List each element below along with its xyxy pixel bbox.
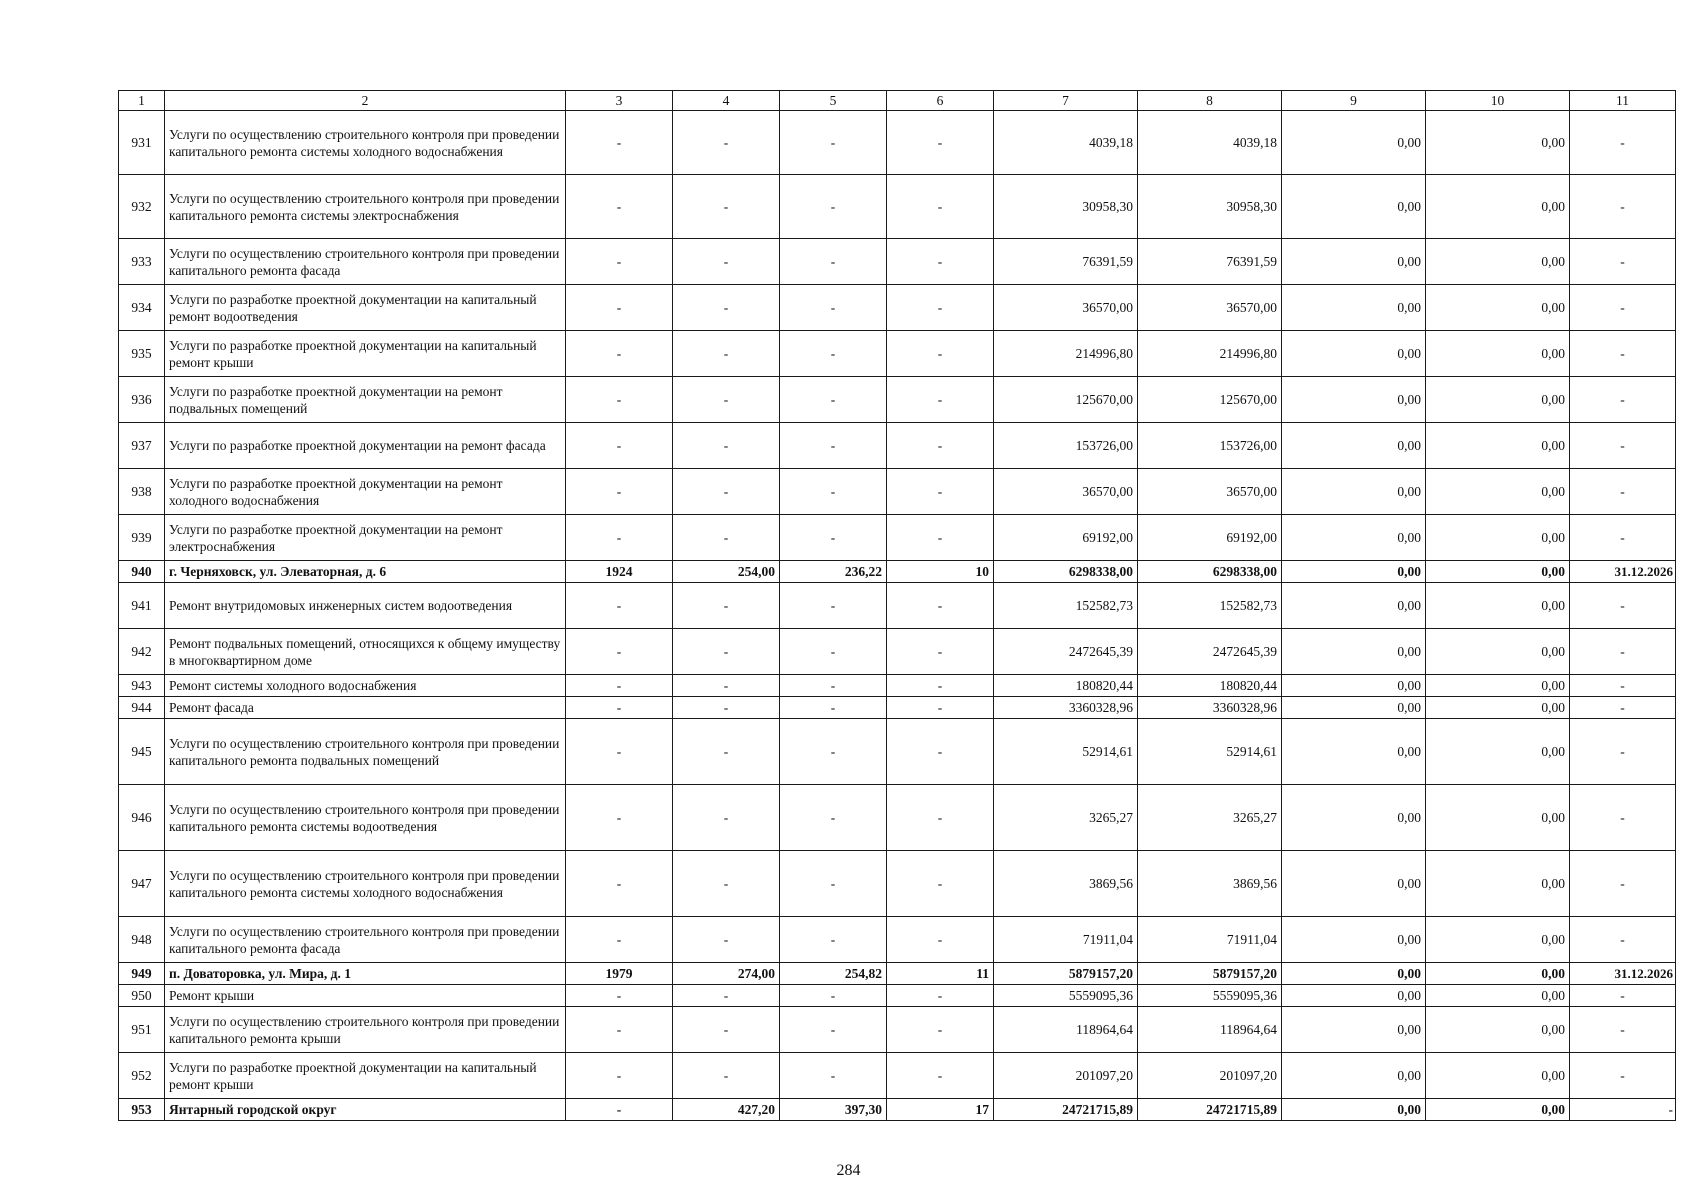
living-area-cell: 254,82 xyxy=(780,963,887,985)
fund-cell: 3265,27 xyxy=(1138,785,1282,851)
other-funds-cell: 0,00 xyxy=(1426,629,1570,675)
row-name-cell: Услуги по осуществлению строительного контроля при проведении капитального ремонта фасада xyxy=(165,917,566,963)
area-cell: - xyxy=(673,785,780,851)
cost-cell: 36570,00 xyxy=(994,285,1138,331)
living-area-cell: - xyxy=(780,423,887,469)
area-cell: 427,20 xyxy=(673,1099,780,1121)
row-number-cell: 938 xyxy=(119,469,165,515)
row-name-cell: Услуги по осуществлению строительного контроля при проведении капитального ремонта крыши xyxy=(165,1007,566,1053)
other-funds-cell: 0,00 xyxy=(1426,285,1570,331)
year-cell: - xyxy=(566,719,673,785)
living-area-cell: - xyxy=(780,675,887,697)
budget-cell: 0,00 xyxy=(1282,917,1426,963)
row-name-cell: Ремонт подвальных помещений, относящихся к общему имуществу в многоквартирном доме xyxy=(165,629,566,675)
header-cell: 5 xyxy=(780,91,887,111)
other-funds-cell: 0,00 xyxy=(1426,1053,1570,1099)
residents-cell: - xyxy=(887,111,994,175)
row-number-cell: 951 xyxy=(119,1007,165,1053)
fund-cell: 153726,00 xyxy=(1138,423,1282,469)
row-number-cell: 934 xyxy=(119,285,165,331)
header-cell: 8 xyxy=(1138,91,1282,111)
row-name-cell: Ремонт крыши xyxy=(165,985,566,1007)
cost-cell: 6298338,00 xyxy=(994,561,1138,583)
living-area-cell: - xyxy=(780,239,887,285)
other-funds-cell: 0,00 xyxy=(1426,239,1570,285)
other-funds-cell: 0,00 xyxy=(1426,377,1570,423)
residents-cell: - xyxy=(887,423,994,469)
fund-cell: 36570,00 xyxy=(1138,285,1282,331)
row-name-cell: Ремонт фасада xyxy=(165,697,566,719)
year-cell: - xyxy=(566,1099,673,1121)
residents-cell: - xyxy=(887,583,994,629)
document-sheet xyxy=(118,90,1675,1121)
budget-cell: 0,00 xyxy=(1282,515,1426,561)
cost-cell: 5879157,20 xyxy=(994,963,1138,985)
year-cell: - xyxy=(566,175,673,239)
deadline-cell: - xyxy=(1570,377,1676,423)
header-cell: 4 xyxy=(673,91,780,111)
other-funds-cell: 0,00 xyxy=(1426,985,1570,1007)
year-cell: - xyxy=(566,785,673,851)
fund-cell: 30958,30 xyxy=(1138,175,1282,239)
row-name-cell: Янтарный городской округ xyxy=(165,1099,566,1121)
table-row xyxy=(119,285,1676,331)
area-cell: 274,00 xyxy=(673,963,780,985)
residents-cell: 11 xyxy=(887,963,994,985)
year-cell: - xyxy=(566,377,673,423)
budget-cell: 0,00 xyxy=(1282,239,1426,285)
row-name-cell: Услуги по осуществлению строительного контроля при проведении капитального ремонта системы холодного водоснабжения xyxy=(165,851,566,917)
fund-cell: 24721715,89 xyxy=(1138,1099,1282,1121)
residents-cell: - xyxy=(887,697,994,719)
other-funds-cell: 0,00 xyxy=(1426,675,1570,697)
table-row xyxy=(119,331,1676,377)
residents-cell: 10 xyxy=(887,561,994,583)
deadline-cell: - xyxy=(1570,697,1676,719)
header-cell: 10 xyxy=(1426,91,1570,111)
deadline-cell: - xyxy=(1570,1007,1676,1053)
deadline-cell: - xyxy=(1570,851,1676,917)
year-cell: - xyxy=(566,985,673,1007)
cost-cell: 3869,56 xyxy=(994,851,1138,917)
row-number-cell: 933 xyxy=(119,239,165,285)
fund-cell: 5879157,20 xyxy=(1138,963,1282,985)
living-area-cell: 397,30 xyxy=(780,1099,887,1121)
residents-cell: - xyxy=(887,719,994,785)
fund-cell: 125670,00 xyxy=(1138,377,1282,423)
row-number-cell: 932 xyxy=(119,175,165,239)
living-area-cell: - xyxy=(780,285,887,331)
budget-cell: 0,00 xyxy=(1282,851,1426,917)
deadline-cell: 31.12.2026 xyxy=(1570,561,1676,583)
residents-cell: - xyxy=(887,851,994,917)
year-cell: - xyxy=(566,239,673,285)
residents-cell: - xyxy=(887,917,994,963)
budget-cell: 0,00 xyxy=(1282,561,1426,583)
cost-cell: 152582,73 xyxy=(994,583,1138,629)
living-area-cell: - xyxy=(780,1053,887,1099)
fund-cell: 2472645,39 xyxy=(1138,629,1282,675)
budget-cell: 0,00 xyxy=(1282,675,1426,697)
row-number-cell: 948 xyxy=(119,917,165,963)
row-name-cell: Услуги по разработке проектной документации на капитальный ремонт крыши xyxy=(165,331,566,377)
budget-cell: 0,00 xyxy=(1282,1007,1426,1053)
year-cell: 1924 xyxy=(566,561,673,583)
residents-cell: - xyxy=(887,515,994,561)
budget-cell: 0,00 xyxy=(1282,469,1426,515)
deadline-cell: - xyxy=(1570,675,1676,697)
table-row xyxy=(119,629,1676,675)
table-body xyxy=(119,111,1676,1121)
row-name-cell: п. Доваторовка, ул. Мира, д. 1 xyxy=(165,963,566,985)
row-number-cell: 953 xyxy=(119,1099,165,1121)
budget-cell: 0,00 xyxy=(1282,697,1426,719)
row-name-cell: Услуги по осуществлению строительного контроля при проведении капитального ремонта системы водоотведения xyxy=(165,785,566,851)
living-area-cell: - xyxy=(780,331,887,377)
year-cell: - xyxy=(566,917,673,963)
header-cell: 11 xyxy=(1570,91,1676,111)
area-cell: - xyxy=(673,675,780,697)
year-cell: - xyxy=(566,1053,673,1099)
table-row xyxy=(119,675,1676,697)
table-row xyxy=(119,583,1676,629)
row-number-cell: 944 xyxy=(119,697,165,719)
area-cell: - xyxy=(673,239,780,285)
table-row xyxy=(119,963,1676,985)
other-funds-cell: 0,00 xyxy=(1426,583,1570,629)
cost-cell: 24721715,89 xyxy=(994,1099,1138,1121)
cost-cell: 3265,27 xyxy=(994,785,1138,851)
table-row xyxy=(119,985,1676,1007)
table-row xyxy=(119,851,1676,917)
header-cell: 2 xyxy=(165,91,566,111)
header-cell: 9 xyxy=(1282,91,1426,111)
deadline-cell: - xyxy=(1570,1099,1676,1121)
area-cell: - xyxy=(673,719,780,785)
fund-cell: 4039,18 xyxy=(1138,111,1282,175)
other-funds-cell: 0,00 xyxy=(1426,697,1570,719)
area-cell: - xyxy=(673,515,780,561)
fund-cell: 6298338,00 xyxy=(1138,561,1282,583)
cost-cell: 153726,00 xyxy=(994,423,1138,469)
row-name-cell: Услуги по разработке проектной документации на ремонт электроснабжения xyxy=(165,515,566,561)
other-funds-cell: 0,00 xyxy=(1426,561,1570,583)
cost-cell: 4039,18 xyxy=(994,111,1138,175)
residents-cell: - xyxy=(887,1007,994,1053)
area-cell: - xyxy=(673,629,780,675)
table-row xyxy=(119,697,1676,719)
deadline-cell: - xyxy=(1570,239,1676,285)
cost-cell: 71911,04 xyxy=(994,917,1138,963)
budget-cell: 0,00 xyxy=(1282,285,1426,331)
budget-cell: 0,00 xyxy=(1282,719,1426,785)
area-cell: - xyxy=(673,985,780,1007)
year-cell: - xyxy=(566,583,673,629)
deadline-cell: - xyxy=(1570,423,1676,469)
living-area-cell: - xyxy=(780,697,887,719)
year-cell: - xyxy=(566,1007,673,1053)
table-row xyxy=(119,1099,1676,1121)
row-name-cell: г. Черняховск, ул. Элеваторная, д. 6 xyxy=(165,561,566,583)
table-row xyxy=(119,515,1676,561)
fund-cell: 36570,00 xyxy=(1138,469,1282,515)
table-row xyxy=(119,719,1676,785)
page-number: 284 xyxy=(836,1162,861,1179)
fund-cell: 201097,20 xyxy=(1138,1053,1282,1099)
row-number-cell: 939 xyxy=(119,515,165,561)
deadline-cell: - xyxy=(1570,583,1676,629)
fund-cell: 5559095,36 xyxy=(1138,985,1282,1007)
fund-cell: 118964,64 xyxy=(1138,1007,1282,1053)
other-funds-cell: 0,00 xyxy=(1426,1099,1570,1121)
year-cell: - xyxy=(566,675,673,697)
cost-cell: 201097,20 xyxy=(994,1053,1138,1099)
table-row xyxy=(119,917,1676,963)
row-name-cell: Услуги по разработке проектной документации на капитальный ремонт крыши xyxy=(165,1053,566,1099)
residents-cell: - xyxy=(887,469,994,515)
other-funds-cell: 0,00 xyxy=(1426,469,1570,515)
row-name-cell: Услуги по осуществлению строительного контроля при проведении капитального ремонта фасада xyxy=(165,239,566,285)
budget-cell: 0,00 xyxy=(1282,423,1426,469)
cost-cell: 214996,80 xyxy=(994,331,1138,377)
year-cell: - xyxy=(566,629,673,675)
cost-cell: 76391,59 xyxy=(994,239,1138,285)
cost-cell: 2472645,39 xyxy=(994,629,1138,675)
table-row xyxy=(119,423,1676,469)
deadline-cell: - xyxy=(1570,285,1676,331)
row-name-cell: Услуги по осуществлению строительного контроля при проведении капитального ремонта системы электроснабжения xyxy=(165,175,566,239)
other-funds-cell: 0,00 xyxy=(1426,111,1570,175)
area-cell: - xyxy=(673,917,780,963)
table-row xyxy=(119,785,1676,851)
row-name-cell: Услуги по разработке проектной документации на капитальный ремонт водоотведения xyxy=(165,285,566,331)
cost-cell: 180820,44 xyxy=(994,675,1138,697)
budget-cell: 0,00 xyxy=(1282,1053,1426,1099)
year-cell: - xyxy=(566,111,673,175)
row-number-cell: 937 xyxy=(119,423,165,469)
row-number-cell: 935 xyxy=(119,331,165,377)
deadline-cell: - xyxy=(1570,469,1676,515)
deadline-cell: - xyxy=(1570,719,1676,785)
row-number-cell: 941 xyxy=(119,583,165,629)
area-cell: - xyxy=(673,331,780,377)
year-cell: - xyxy=(566,285,673,331)
fund-cell: 3360328,96 xyxy=(1138,697,1282,719)
deadline-cell: - xyxy=(1570,331,1676,377)
row-name-cell: Услуги по осуществлению строительного контроля при проведении капитального ремонта системы холодного водоснабжения xyxy=(165,111,566,175)
budget-cell: 0,00 xyxy=(1282,175,1426,239)
year-cell: 1979 xyxy=(566,963,673,985)
residents-cell: - xyxy=(887,331,994,377)
living-area-cell: - xyxy=(780,629,887,675)
living-area-cell: - xyxy=(780,917,887,963)
area-cell: - xyxy=(673,111,780,175)
other-funds-cell: 0,00 xyxy=(1426,515,1570,561)
living-area-cell: - xyxy=(780,583,887,629)
table-row xyxy=(119,1053,1676,1099)
other-funds-cell: 0,00 xyxy=(1426,331,1570,377)
year-cell: - xyxy=(566,331,673,377)
table-row xyxy=(119,239,1676,285)
residents-cell: - xyxy=(887,175,994,239)
row-number-cell: 945 xyxy=(119,719,165,785)
fund-cell: 152582,73 xyxy=(1138,583,1282,629)
area-cell: - xyxy=(673,175,780,239)
year-cell: - xyxy=(566,851,673,917)
cost-cell: 3360328,96 xyxy=(994,697,1138,719)
row-number-cell: 943 xyxy=(119,675,165,697)
deadline-cell: - xyxy=(1570,629,1676,675)
living-area-cell: - xyxy=(780,851,887,917)
other-funds-cell: 0,00 xyxy=(1426,917,1570,963)
other-funds-cell: 0,00 xyxy=(1426,851,1570,917)
budget-cell: 0,00 xyxy=(1282,331,1426,377)
row-number-cell: 940 xyxy=(119,561,165,583)
living-area-cell: - xyxy=(780,515,887,561)
row-name-cell: Услуги по разработке проектной документации на ремонт подвальных помещений xyxy=(165,377,566,423)
row-name-cell: Ремонт внутридомовых инженерных систем водоотведения xyxy=(165,583,566,629)
deadline-cell: - xyxy=(1570,111,1676,175)
cost-cell: 125670,00 xyxy=(994,377,1138,423)
budget-cell: 0,00 xyxy=(1282,629,1426,675)
cost-cell: 5559095,36 xyxy=(994,985,1138,1007)
area-cell: - xyxy=(673,377,780,423)
residents-cell: 17 xyxy=(887,1099,994,1121)
fund-cell: 214996,80 xyxy=(1138,331,1282,377)
row-number-cell: 931 xyxy=(119,111,165,175)
header-cell: 6 xyxy=(887,91,994,111)
budget-cell: 0,00 xyxy=(1282,985,1426,1007)
cost-cell: 69192,00 xyxy=(994,515,1138,561)
deadline-cell: - xyxy=(1570,785,1676,851)
deadline-cell: - xyxy=(1570,1053,1676,1099)
residents-cell: - xyxy=(887,629,994,675)
residents-cell: - xyxy=(887,1053,994,1099)
area-cell: - xyxy=(673,583,780,629)
cost-cell: 118964,64 xyxy=(994,1007,1138,1053)
table-row xyxy=(119,469,1676,515)
living-area-cell: 236,22 xyxy=(780,561,887,583)
table-row xyxy=(119,561,1676,583)
row-name-cell: Услуги по разработке проектной документации на ремонт фасада xyxy=(165,423,566,469)
living-area-cell: - xyxy=(780,719,887,785)
row-number-cell: 949 xyxy=(119,963,165,985)
row-number-cell: 942 xyxy=(119,629,165,675)
area-cell: - xyxy=(673,423,780,469)
fund-cell: 3869,56 xyxy=(1138,851,1282,917)
cost-cell: 30958,30 xyxy=(994,175,1138,239)
residents-cell: - xyxy=(887,377,994,423)
deadline-cell: - xyxy=(1570,515,1676,561)
year-cell: - xyxy=(566,515,673,561)
deadline-cell: 31.12.2026 xyxy=(1570,963,1676,985)
fund-cell: 76391,59 xyxy=(1138,239,1282,285)
other-funds-cell: 0,00 xyxy=(1426,719,1570,785)
year-cell: - xyxy=(566,423,673,469)
budget-cell: 0,00 xyxy=(1282,1099,1426,1121)
budget-cell: 0,00 xyxy=(1282,377,1426,423)
residents-cell: - xyxy=(887,985,994,1007)
column-number-header xyxy=(119,91,1676,111)
cost-cell: 52914,61 xyxy=(994,719,1138,785)
area-cell: - xyxy=(673,697,780,719)
row-number-cell: 952 xyxy=(119,1053,165,1099)
other-funds-cell: 0,00 xyxy=(1426,963,1570,985)
fund-cell: 71911,04 xyxy=(1138,917,1282,963)
header-cell: 1 xyxy=(119,91,165,111)
fund-cell: 180820,44 xyxy=(1138,675,1282,697)
area-cell: - xyxy=(673,851,780,917)
other-funds-cell: 0,00 xyxy=(1426,423,1570,469)
other-funds-cell: 0,00 xyxy=(1426,175,1570,239)
budget-cell: 0,00 xyxy=(1282,583,1426,629)
fund-cell: 69192,00 xyxy=(1138,515,1282,561)
header-cell: 3 xyxy=(566,91,673,111)
living-area-cell: - xyxy=(780,985,887,1007)
area-cell: - xyxy=(673,469,780,515)
area-cell: - xyxy=(673,1007,780,1053)
living-area-cell: - xyxy=(780,111,887,175)
residents-cell: - xyxy=(887,785,994,851)
residents-cell: - xyxy=(887,675,994,697)
table-row xyxy=(119,111,1676,175)
table-row xyxy=(119,1007,1676,1053)
row-name-cell: Услуги по разработке проектной документации на ремонт холодного водоснабжения xyxy=(165,469,566,515)
other-funds-cell: 0,00 xyxy=(1426,1007,1570,1053)
row-name-cell: Услуги по осуществлению строительного контроля при проведении капитального ремонта подвальных помещений xyxy=(165,719,566,785)
table-row xyxy=(119,377,1676,423)
living-area-cell: - xyxy=(780,785,887,851)
year-cell: - xyxy=(566,469,673,515)
budget-cell: 0,00 xyxy=(1282,963,1426,985)
fund-cell: 52914,61 xyxy=(1138,719,1282,785)
budget-cell: 0,00 xyxy=(1282,785,1426,851)
year-cell: - xyxy=(566,697,673,719)
area-cell: - xyxy=(673,1053,780,1099)
row-number-cell: 947 xyxy=(119,851,165,917)
residents-cell: - xyxy=(887,285,994,331)
residents-cell: - xyxy=(887,239,994,285)
cost-cell: 36570,00 xyxy=(994,469,1138,515)
budget-cell: 0,00 xyxy=(1282,111,1426,175)
area-cell: - xyxy=(673,285,780,331)
other-funds-cell: 0,00 xyxy=(1426,785,1570,851)
living-area-cell: - xyxy=(780,175,887,239)
row-name-cell: Ремонт системы холодного водоснабжения xyxy=(165,675,566,697)
living-area-cell: - xyxy=(780,1007,887,1053)
row-number-cell: 936 xyxy=(119,377,165,423)
deadline-cell: - xyxy=(1570,985,1676,1007)
living-area-cell: - xyxy=(780,469,887,515)
row-number-cell: 946 xyxy=(119,785,165,851)
deadline-cell: - xyxy=(1570,917,1676,963)
row-number-cell: 950 xyxy=(119,985,165,1007)
area-cell: 254,00 xyxy=(673,561,780,583)
table-row xyxy=(119,175,1676,239)
data-table xyxy=(118,90,1676,1121)
deadline-cell: - xyxy=(1570,175,1676,239)
header-cell: 7 xyxy=(994,91,1138,111)
living-area-cell: - xyxy=(780,377,887,423)
